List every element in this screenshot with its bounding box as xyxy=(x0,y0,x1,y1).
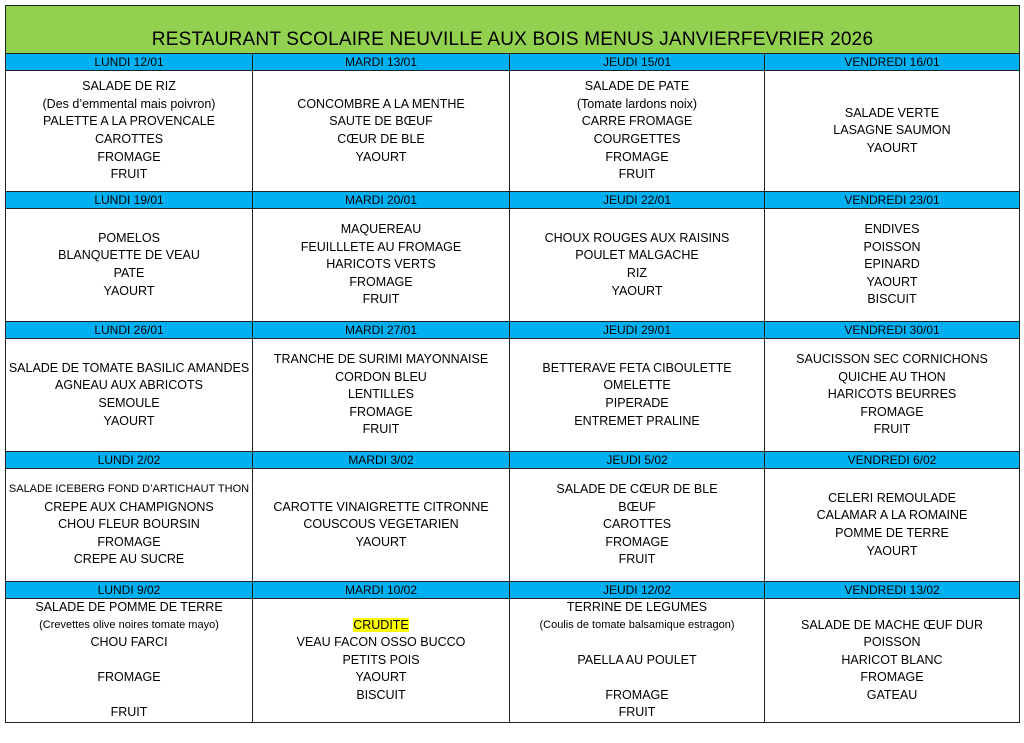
day-header: MARDI 10/02 xyxy=(253,582,510,599)
day-header: LUNDI 9/02 xyxy=(6,582,253,599)
menu-cell xyxy=(6,209,253,322)
menu-item: FROMAGE xyxy=(97,534,161,549)
menu-item: (Crevettes olive noires tomate mayo) xyxy=(39,618,219,631)
menu-item: POISSON xyxy=(863,635,921,650)
day-header-row xyxy=(6,322,1020,339)
menu-item: SEMOULE xyxy=(98,396,160,410)
menu-item: FROMAGE xyxy=(605,687,669,702)
menu-item: YAOURT xyxy=(103,283,155,298)
menu-item: BISCUIT xyxy=(356,687,406,702)
menu-item: YAOURT xyxy=(355,149,407,164)
menu-item: QUICHE AU THON xyxy=(838,369,946,384)
menu-item: YAOURT xyxy=(355,534,407,549)
menu-item: YAOURT xyxy=(103,413,155,428)
day-header: MARDI 3/02 xyxy=(253,452,510,469)
menu-item: SAUCISSON SEC CORNICHONS xyxy=(796,352,988,367)
menu-item: BŒUF xyxy=(618,499,656,514)
menu-item: FROMAGE xyxy=(860,404,924,419)
menu-item: YAOURT xyxy=(866,140,918,155)
day-header: JEUDI 22/01 xyxy=(510,192,765,209)
menu-item: CŒUR DE BLE xyxy=(337,132,425,146)
menu-item: (Tomate lardons noix) xyxy=(576,96,698,111)
menu-cell xyxy=(765,339,1020,452)
day-header-row xyxy=(6,192,1020,209)
day-header: VENDREDI 23/01 xyxy=(765,192,1020,209)
menu-item: SALADE DE MACHE ŒUF DUR xyxy=(801,617,983,632)
day-header: JEUDI 12/02 xyxy=(510,582,765,599)
menu-cell xyxy=(765,71,1020,192)
menu-cell xyxy=(253,599,510,723)
menu-item: HARICOTS BEURRES xyxy=(827,387,957,402)
day-header: JEUDI 5/02 xyxy=(510,452,765,469)
highlighted-item: CRUDITE xyxy=(353,617,409,632)
day-header: JEUDI 15/01 xyxy=(510,54,765,71)
menu-item: SALADE DE RIZ xyxy=(82,79,176,94)
menu-item: LENTILLES xyxy=(347,387,414,402)
menu-item: POULET MALGACHE xyxy=(575,248,699,263)
day-header: VENDREDI 16/01 xyxy=(765,54,1020,71)
menu-row xyxy=(6,209,1020,322)
menu-item: FROMAGE xyxy=(605,149,669,164)
menu-cell xyxy=(510,599,765,723)
menu-cell xyxy=(6,599,253,723)
menu-item: FRUIT xyxy=(618,705,656,720)
menu-item: CELERI REMOULADE xyxy=(828,490,956,505)
weeks-container xyxy=(6,54,1020,723)
menu-item: VEAU FACON OSSO BUCCO xyxy=(296,635,466,650)
menu-cell xyxy=(510,71,765,192)
menu-cell xyxy=(253,339,510,452)
menu-item: FEUILLLETE AU FROMAGE xyxy=(300,239,462,254)
menu-item: CHOUX ROUGES AUX RAISINS xyxy=(544,230,730,245)
menu-item: HARICOTS VERTS xyxy=(326,257,436,272)
menu-item: PATE xyxy=(113,266,145,280)
menu-item: FRUIT xyxy=(362,292,400,307)
menu-item: FROMAGE xyxy=(605,534,669,549)
menu-item: POISSON xyxy=(863,239,921,254)
menu-item: SAUTE DE BŒUF xyxy=(329,114,433,129)
menu-item: FROMAGE xyxy=(860,670,924,685)
menu-item: ENTREMET PRALINE xyxy=(574,413,700,428)
menu-item: SALADE DE POMME DE TERRE xyxy=(35,599,223,614)
menu-item: FRUIT xyxy=(618,552,656,567)
menu-row xyxy=(6,339,1020,452)
menu-item: SALADE VERTE xyxy=(844,105,940,120)
menu-item xyxy=(353,617,409,635)
menu-item: FRUIT xyxy=(618,167,656,182)
menu-item: CREPE AU SUCRE xyxy=(73,552,185,567)
day-header: VENDREDI 30/01 xyxy=(765,322,1020,339)
menu-item: YAOURT xyxy=(866,274,918,289)
day-header: MARDI 27/01 xyxy=(253,322,510,339)
menu-item: FRUIT xyxy=(362,422,400,437)
menu-item: CREPE AUX CHAMPIGNONS xyxy=(44,499,214,514)
menu-item: YAOURT xyxy=(611,283,663,298)
menu-item: MAQUEREAU xyxy=(340,222,422,237)
menu-item: FROMAGE xyxy=(97,149,161,164)
menu-item: PAELLA AU POULET xyxy=(577,652,697,667)
day-header: VENDREDI 6/02 xyxy=(765,452,1020,469)
menu-cell xyxy=(6,339,253,452)
menu-cell xyxy=(253,71,510,192)
day-header: LUNDI 19/01 xyxy=(6,192,253,209)
menu-item: FROMAGE xyxy=(97,670,161,685)
menu-cell xyxy=(510,339,765,452)
menu-item: YAOURT xyxy=(866,543,918,558)
menu-item: SALADE ICEBERG FOND D’ARTICHAUT THON xyxy=(8,483,250,496)
menu-item: LASAGNE SAUMON xyxy=(833,123,951,138)
menu-item: CORDON BLEU xyxy=(335,369,427,384)
menu-cell xyxy=(510,469,765,582)
menu-item: FRUIT xyxy=(110,167,148,182)
menu-item: COURGETTES xyxy=(593,132,681,146)
menu-item: TERRINE DE LEGUMES xyxy=(566,599,708,614)
menu-item: SALADE DE TOMATE BASILIC AMANDES xyxy=(8,360,250,375)
menu-cell xyxy=(253,209,510,322)
menu-item: (Coulis de tomate balsamique estragon) xyxy=(539,618,735,631)
menu-item: CONCOMBRE A LA MENTHE xyxy=(297,96,465,111)
menu-item: FROMAGE xyxy=(349,274,413,289)
menu-item: PETITS POIS xyxy=(342,652,420,667)
day-header-row xyxy=(6,582,1020,599)
menu-item: CARRE FROMAGE xyxy=(581,114,693,129)
menu-item: GATEAU xyxy=(866,687,918,702)
menu-cell xyxy=(6,71,253,192)
day-header-row xyxy=(6,54,1020,71)
menu-sheet xyxy=(5,5,1020,723)
menu-row xyxy=(6,469,1020,582)
menu-cell xyxy=(765,599,1020,723)
menu-item: RIZ xyxy=(626,266,648,280)
day-header: MARDI 20/01 xyxy=(253,192,510,209)
menu-item: CAROTTE VINAIGRETTE CITRONNE xyxy=(273,499,489,514)
day-header-row xyxy=(6,452,1020,469)
menu-cell xyxy=(765,209,1020,322)
menu-item: SALADE DE CŒUR DE BLE xyxy=(556,482,718,497)
menu-item: CALAMAR A LA ROMAINE xyxy=(816,508,968,523)
menu-item: POMELOS xyxy=(98,230,160,245)
menu-item: AGNEAU AUX ABRICOTS xyxy=(55,378,203,393)
menu-item: OMELETTE xyxy=(603,378,671,393)
menu-item: HARICOT BLANC xyxy=(841,652,943,667)
menu-item: CAROTTES xyxy=(602,517,672,532)
menu-item: EPINARD xyxy=(864,257,920,272)
menu-item: BISCUIT xyxy=(867,292,917,307)
menu-title: RESTAURANT SCOLAIRE NEUVILLE AUX BOIS MENUS JANVIERFEVRIER 2026 xyxy=(6,6,1020,54)
menu-item: CHOU FLEUR BOURSIN xyxy=(58,517,200,532)
menu-row xyxy=(6,71,1020,192)
menu-item: CHOU FARCI xyxy=(90,635,168,650)
menu-item: ENDIVES xyxy=(864,222,920,237)
menu-cell xyxy=(6,469,253,582)
menu-item: BETTERAVE FETA CIBOULETTE xyxy=(542,360,732,375)
menu-item: FRUIT xyxy=(873,422,911,437)
menu-cell xyxy=(510,209,765,322)
day-header: MARDI 13/01 xyxy=(253,54,510,71)
menu-item: TRANCHE DE SURIMI MAYONNAISE xyxy=(273,352,489,367)
menu-item: BLANQUETTE DE VEAU xyxy=(58,248,200,263)
day-header: VENDREDI 13/02 xyxy=(765,582,1020,599)
menu-item: FRUIT xyxy=(110,705,148,720)
day-header: JEUDI 29/01 xyxy=(510,322,765,339)
menu-item: CAROTTES xyxy=(94,132,164,146)
menu-row xyxy=(6,599,1020,723)
menu-item: COUSCOUS VEGETARIEN xyxy=(303,517,459,532)
menu-item: (Des d’emmental mais poivron) xyxy=(42,96,216,111)
menu-cell xyxy=(765,469,1020,582)
menu-item: FROMAGE xyxy=(349,404,413,419)
day-header: LUNDI 26/01 xyxy=(6,322,253,339)
menu-item: SALADE DE PATE xyxy=(584,79,690,94)
menu-item: PALETTE A LA PROVENCALE xyxy=(42,114,216,129)
menu-item: YAOURT xyxy=(355,670,407,685)
day-header: LUNDI 12/01 xyxy=(6,54,253,71)
menu-item: POMME DE TERRE xyxy=(835,526,949,540)
menu-item: PIPERADE xyxy=(605,396,669,410)
day-header: LUNDI 2/02 xyxy=(6,452,253,469)
menu-cell xyxy=(253,469,510,582)
